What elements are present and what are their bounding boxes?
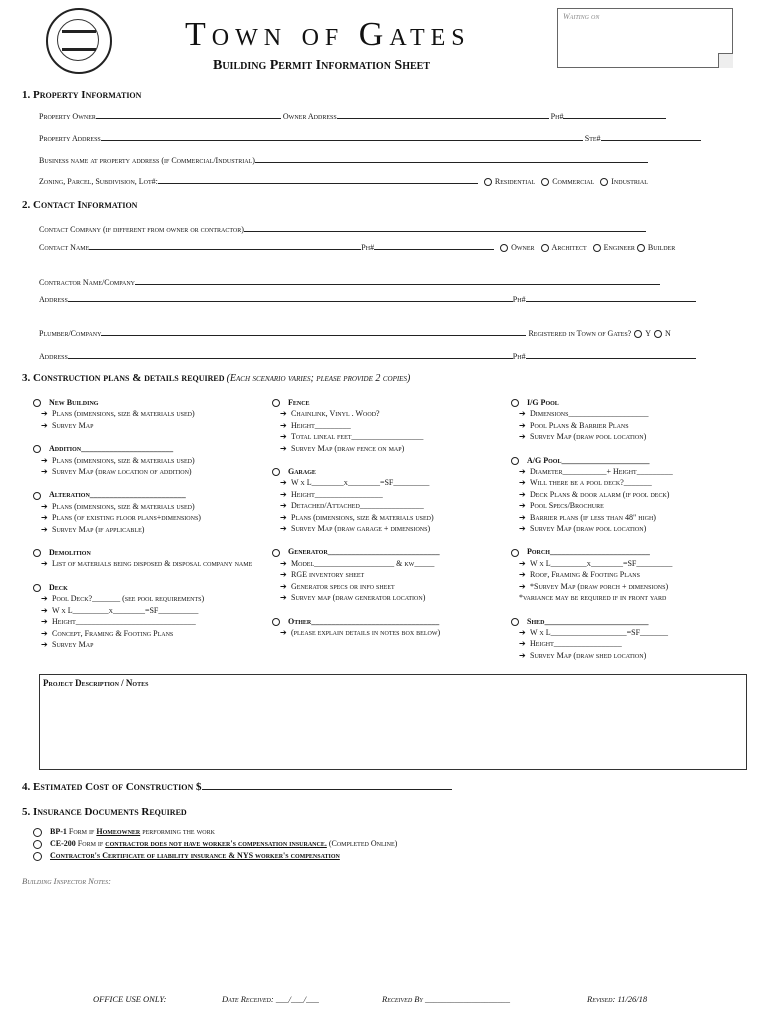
plan-requirement (33, 455, 258, 466)
plan-group-head[interactable] (272, 466, 512, 477)
plan-group-head[interactable] (511, 616, 751, 627)
plan-requirement-text: Plans (dimensions, size & materials used) (52, 501, 195, 511)
inspector-notes-label: Building Inspector Notes: (22, 876, 112, 886)
estimated-cost-field[interactable] (202, 780, 452, 790)
plan-group (511, 546, 751, 603)
arrow-bullet-icon: ➔ (280, 512, 287, 522)
plan-group (33, 547, 273, 570)
insurance-item (33, 826, 733, 838)
plumber-phone-field[interactable] (526, 351, 696, 359)
owner-phone-field[interactable] (563, 111, 666, 119)
arrow-bullet-icon: ➔ (41, 594, 48, 604)
plan-group-head[interactable] (272, 546, 512, 557)
plan-requirement (511, 500, 736, 511)
plan-requirement-text: Chainlink, Vinyl . Wood? (291, 409, 380, 419)
insurance-form-code: CE-200 (50, 839, 78, 848)
plan-requirement (272, 489, 497, 500)
plan-group (33, 582, 273, 650)
arrow-bullet-icon: ➔ (519, 467, 526, 477)
seal-band-top (62, 30, 96, 33)
plan-type-radio[interactable] (272, 549, 280, 557)
plan-requirement (272, 431, 497, 442)
arrow-bullet-icon: ➔ (280, 581, 287, 591)
arrow-bullet-icon: ➔ (41, 467, 48, 477)
plumber-address-field[interactable] (68, 351, 513, 359)
contact-name-field[interactable] (89, 242, 361, 250)
arrow-bullet-icon: ➔ (280, 524, 287, 534)
date-received-field[interactable]: Date Received: ___/___/___ (222, 994, 319, 1004)
plan-type-radio[interactable] (272, 618, 280, 626)
plan-type-radio[interactable] (511, 549, 519, 557)
section-plans-heading-row (22, 372, 742, 384)
contact-name-row (39, 242, 744, 252)
plan-requirement (511, 650, 736, 661)
contact-company-row (39, 224, 739, 234)
section-property-heading: 1. Property Information (22, 89, 142, 101)
plan-requirement (33, 558, 258, 569)
plan-requirement-text: Total lineal feet__________________ (291, 432, 424, 442)
arrow-bullet-icon: ➔ (280, 501, 287, 511)
contractor-row (39, 277, 739, 287)
insurance-checkbox[interactable] (33, 840, 42, 849)
contractor-address-field[interactable] (68, 294, 513, 302)
plan-group-head[interactable] (511, 397, 751, 408)
plan-group (272, 397, 512, 454)
contact-company-label: Contact Company (if different from owner or contractor) (39, 225, 244, 234)
residential-label: Residential (494, 177, 536, 186)
plans-column-2 (272, 397, 512, 638)
arrow-bullet-icon: ➔ (280, 570, 287, 580)
contractor-address-row (39, 294, 739, 304)
plan-requirement-text: Deck Plans & door alarm (if pool deck) (530, 489, 670, 499)
seal-inner-ring (57, 19, 99, 61)
commercial-radio[interactable] (541, 178, 549, 186)
arrow-bullet-icon: ➔ (519, 627, 526, 637)
property-owner-row (39, 111, 739, 121)
plan-requirement-text: (please explain details in notes box below) (291, 627, 441, 637)
estimated-cost-label: 4. Estimated Cost of Construction $ (22, 781, 202, 793)
office-use-label: OFFICE USE ONLY: (93, 994, 167, 1004)
arrow-bullet-icon: ➔ (280, 478, 287, 488)
plan-group-head[interactable] (272, 616, 512, 627)
section-contact-heading: 2. Contact Information (22, 199, 138, 211)
plan-requirement (33, 466, 258, 477)
arrow-bullet-icon: ➔ (519, 570, 526, 580)
plan-requirement-text: Plans (dimensions, size & materials used) (291, 512, 434, 522)
plan-requirement-text: Height_________________ (291, 489, 383, 499)
registered-yes-label: Y (645, 329, 651, 338)
plan-requirement (511, 638, 736, 649)
plan-requirement (33, 408, 258, 419)
insurance-emphasis: contractor does not have worker's compensation insurance. (105, 839, 327, 848)
plan-requirement (33, 420, 258, 431)
property-address-label: Property Address (39, 134, 101, 143)
plan-group-head[interactable] (511, 546, 751, 557)
plan-group (272, 616, 512, 639)
plan-requirement (272, 443, 497, 454)
received-by-field[interactable]: Received By ____________________ (382, 994, 510, 1004)
insurance-emphasis: Homeowner (96, 827, 141, 836)
plan-requirement (33, 616, 258, 627)
plan-requirement (33, 512, 258, 523)
plan-requirement (272, 500, 497, 511)
builder-radio[interactable] (637, 244, 645, 252)
waiting-on-label: Waiting on (563, 12, 600, 21)
plan-type-radio[interactable] (33, 584, 41, 592)
plan-group (33, 397, 273, 431)
arrow-bullet-icon: ➔ (41, 605, 48, 615)
plan-type-radio[interactable] (33, 445, 41, 453)
contractor-phone-label: Ph# (512, 295, 526, 304)
registered-no-label: N (664, 329, 671, 338)
business-name-row (39, 155, 739, 165)
owner-radio[interactable] (500, 244, 508, 252)
contact-company-field[interactable] (244, 224, 646, 232)
project-notes-box[interactable] (39, 674, 747, 770)
insurance-text: performing the work (140, 827, 215, 836)
insurance-checkbox[interactable] (33, 828, 42, 837)
suite-field[interactable] (601, 133, 701, 141)
arrow-bullet-icon: ➔ (41, 420, 48, 430)
architect-label: Architect (551, 243, 587, 252)
plan-type-radio[interactable] (511, 618, 519, 626)
arrow-bullet-icon: ➔ (519, 558, 526, 568)
plan-requirement-text: Plans (of existing floor plans+dimensions) (52, 513, 201, 523)
plan-requirement (511, 512, 736, 523)
section-plans-note: (Each scenario varies; please provide 2 copies) (226, 373, 411, 384)
plan-requirement (511, 431, 736, 442)
arrow-bullet-icon: ➔ (280, 558, 287, 568)
arrow-bullet-icon: ➔ (519, 432, 526, 442)
arrow-bullet-icon: ➔ (519, 639, 526, 649)
arrow-bullet-icon: ➔ (519, 409, 526, 419)
arrow-bullet-icon: ➔ (519, 581, 526, 591)
plan-group (272, 466, 512, 534)
plan-requirement (33, 605, 258, 616)
registered-yes-radio[interactable] (634, 330, 642, 338)
section-plans-heading: 3. Construction plans & details required (22, 372, 225, 384)
arrow-bullet-icon: ➔ (41, 501, 48, 511)
plan-requirement (33, 501, 258, 512)
plan-group-head[interactable] (511, 455, 751, 466)
contractor-phone-field[interactable] (526, 294, 696, 302)
plan-requirement (272, 569, 497, 580)
plumber-phone-label: Ph# (512, 352, 526, 361)
registered-label: Registered in Town of Gates? (528, 329, 632, 338)
plan-type-label: I/G Pool (527, 398, 559, 407)
plan-requirement-text: Detached/Attached________________ (291, 501, 424, 511)
plan-type-label: Alteration________________________ (49, 490, 186, 500)
plans-column-1 (33, 397, 273, 650)
plan-requirement-text: RGE inventory sheet (291, 570, 365, 580)
plumber-field[interactable] (101, 328, 526, 336)
plan-type-label: Garage (288, 467, 316, 477)
plumber-label: Plumber/Company (39, 329, 102, 338)
property-owner-field[interactable] (96, 111, 281, 119)
contractor-address-label: Address (39, 295, 68, 304)
plan-group (511, 616, 751, 662)
plan-requirement-text: Survey map (draw generator location) (291, 593, 426, 603)
insurance-checkbox[interactable] (33, 852, 42, 861)
contact-name-label: Contact Name (39, 243, 90, 252)
owner-address-label: Owner Address (282, 112, 337, 121)
industrial-radio[interactable] (600, 178, 608, 186)
waiting-on-note[interactable] (557, 8, 733, 68)
plan-requirement (511, 581, 736, 592)
plan-requirement-text: Survey Map (if applicable) (52, 524, 145, 534)
plan-type-label: Porch_________________________ (527, 547, 650, 557)
insurance-list (33, 826, 733, 862)
plan-type-label: Demolition (49, 548, 91, 558)
revised-date: Revised: 11/26/18 (587, 994, 648, 1004)
business-name-label: Business name at property address (if Commercial/Industrial) (39, 156, 255, 165)
plan-group (272, 546, 512, 603)
plan-group (511, 455, 751, 535)
plan-type-radio[interactable] (272, 399, 280, 407)
arrow-bullet-icon: ➔ (280, 409, 287, 419)
insurance-item (33, 850, 733, 862)
arrow-bullet-icon: ➔ (41, 559, 48, 569)
arrow-bullet-icon: ➔ (519, 512, 526, 522)
plan-requirement (511, 558, 736, 569)
plan-group-head[interactable] (33, 547, 273, 558)
registered-no-radio[interactable] (654, 330, 662, 338)
plan-requirement-text: Diameter___________+ Height_________ (530, 467, 673, 477)
plan-requirement-text: Survey Map (draw garage + dimensions) (291, 524, 431, 534)
plan-requirement (272, 477, 497, 488)
plan-group-note: *variance may be required if in front yard (519, 593, 667, 603)
insurance-text: (Completed Online) (326, 839, 398, 848)
plan-requirement (511, 477, 736, 488)
plan-requirement-text: Will there be a pool deck?_______ (530, 478, 652, 488)
plan-requirement-text: Generator specs or info sheet (291, 581, 395, 591)
plan-requirement (272, 523, 497, 534)
page-title: Town of Gates (185, 16, 471, 53)
business-name-field[interactable] (255, 155, 648, 163)
suite-label: Ste# (584, 134, 601, 143)
arrow-bullet-icon: ➔ (280, 489, 287, 499)
plumber-row (39, 328, 739, 338)
plan-requirement-text: Concept, Framing & Footing Plans (52, 628, 174, 638)
arrow-bullet-icon: ➔ (280, 432, 287, 442)
plan-type-label: Deck (49, 582, 68, 592)
plan-requirement (511, 466, 736, 477)
plan-requirement (272, 592, 497, 603)
contact-phone-label: Ph# (361, 243, 375, 252)
plan-requirement (272, 512, 497, 523)
plumber-address-label: Address (39, 352, 68, 361)
arrow-bullet-icon: ➔ (519, 524, 526, 534)
plan-requirement (511, 420, 736, 431)
plan-group (511, 397, 751, 443)
plan-requirement-text: Plans (dimensions, size & materials used) (52, 409, 195, 419)
plan-requirement-text: Height_________ (291, 420, 351, 430)
zoning-label: Zoning, Parcel, Subdivision, Lot#: (39, 177, 158, 186)
arrow-bullet-icon: ➔ (519, 501, 526, 511)
plan-requirement-text: List of materials being disposed & disposal company name (52, 559, 253, 569)
contact-phone-field[interactable] (374, 242, 494, 250)
seal-band-bottom (62, 48, 96, 51)
plan-requirement (33, 628, 258, 639)
insurance-text: Form if (77, 839, 106, 848)
plan-requirement-text: W x L________x________=SF_________ (291, 478, 430, 488)
arrow-bullet-icon: ➔ (519, 420, 526, 430)
plan-type-label: Other________________________________ (288, 616, 440, 626)
industrial-label: Industrial (611, 177, 648, 186)
property-address-field[interactable] (101, 133, 583, 141)
arrow-bullet-icon: ➔ (519, 650, 526, 660)
plan-requirement-text: Survey Map (draw pool location) (530, 432, 647, 442)
estimated-cost-row (22, 780, 742, 793)
plan-requirement-text: Survey Map (draw fence on map) (291, 443, 405, 453)
insurance-emphasis: Contractor's Certificate of liability insurance & NYS worker's compensation (50, 851, 340, 860)
plan-requirement-text: Survey Map (draw pool location) (530, 524, 647, 534)
plans-column-3 (511, 397, 751, 661)
arrow-bullet-icon: ➔ (519, 478, 526, 488)
plan-group-head[interactable] (272, 397, 512, 408)
arrow-bullet-icon: ➔ (280, 420, 287, 430)
arrow-bullet-icon: ➔ (41, 455, 48, 465)
plan-requirement (33, 593, 258, 604)
arrow-bullet-icon: ➔ (41, 628, 48, 638)
plan-group (33, 489, 273, 535)
plan-requirement-text: Survey Map (draw location of addition) (52, 467, 192, 477)
plan-requirement-text: Pool Deck?_______ (see pool requirements) (52, 594, 205, 604)
plan-requirement-text: W x L_________x________=SF_________ (530, 558, 673, 568)
plan-requirement (272, 627, 497, 638)
plan-requirement (33, 639, 258, 650)
plan-requirement (33, 524, 258, 535)
arrow-bullet-icon: ➔ (41, 524, 48, 534)
arrow-bullet-icon: ➔ (280, 627, 287, 637)
owner-label: Owner (511, 243, 535, 252)
plan-requirement (272, 581, 497, 592)
plan-requirement-text: Height_________________ (530, 639, 622, 649)
plan-requirement-text: Barrier plans (if less than 48" high) (530, 512, 656, 522)
town-seal-logo (46, 8, 112, 74)
plan-requirement-text: Pool Specs/Brochure (530, 501, 604, 511)
arrow-bullet-icon: ➔ (41, 639, 48, 649)
plan-requirement-text: Height______________________________ (52, 617, 196, 627)
plan-requirement-text: Pool Plans & Barrier Plans (530, 420, 629, 430)
plan-requirement (511, 627, 736, 638)
contractor-label: Contractor Name/Company (39, 278, 136, 287)
page-subtitle: Building Permit Information Sheet (213, 58, 431, 73)
plan-requirement-text: Survey Map (52, 639, 94, 649)
architect-radio[interactable] (541, 244, 549, 252)
plan-requirement (272, 558, 497, 569)
contractor-field[interactable] (135, 277, 660, 285)
plan-type-radio[interactable] (33, 399, 41, 407)
plan-requirement-text: Roof, Framing & Footing Plans (530, 570, 640, 580)
plan-type-label: Addition_______________________ (49, 444, 174, 454)
plan-group-head[interactable] (33, 397, 273, 408)
commercial-label: Commercial (552, 177, 595, 186)
plan-group-head[interactable] (33, 489, 273, 500)
insurance-text: Form if (68, 827, 97, 836)
arrow-bullet-icon: ➔ (41, 409, 48, 419)
property-address-row (39, 133, 739, 143)
owner-address-field[interactable] (337, 111, 549, 119)
plan-requirement (272, 408, 497, 419)
arrow-bullet-icon: ➔ (280, 443, 287, 453)
plan-group (33, 443, 273, 477)
plan-requirement-text: Survey Map (52, 420, 94, 430)
plan-requirement-text: Dimensions____________________ (530, 409, 649, 419)
plan-requirement-text: *Survey Map (draw porch + dimensions) (530, 581, 669, 591)
plan-requirement-text: W x L___________________=SF_______ (530, 627, 669, 637)
arrow-bullet-icon: ➔ (519, 489, 526, 499)
plan-type-radio[interactable] (33, 549, 41, 557)
plumber-address-row (39, 351, 739, 361)
plan-requirement (511, 523, 736, 534)
owner-phone-label: Ph# (550, 112, 564, 121)
plan-type-radio[interactable] (511, 457, 519, 465)
plan-requirement (511, 569, 736, 580)
plan-requirement (272, 420, 497, 431)
residential-radio[interactable] (484, 178, 492, 186)
builder-label: Builder (647, 243, 676, 252)
plan-requirement-text: W x L_________x________=SF__________ (52, 605, 199, 615)
plan-requirement-text: Survey Map (draw shed location) (530, 650, 647, 660)
plan-type-label: Shed__________________________ (527, 616, 649, 626)
engineer-radio[interactable] (593, 244, 601, 252)
insurance-form-code: BP-1 (50, 827, 69, 836)
arrow-bullet-icon: ➔ (41, 617, 48, 627)
plan-requirement-text: Plans (dimensions, size & materials used) (52, 455, 195, 465)
property-owner-label: Property Owner (39, 112, 96, 121)
plan-type-radio[interactable] (272, 468, 280, 476)
plan-type-label: New Building (49, 398, 99, 407)
plan-requirement (511, 489, 736, 500)
plan-type-label: A/G Pool______________________ (527, 455, 650, 465)
arrow-bullet-icon: ➔ (280, 593, 287, 603)
plan-type-radio[interactable] (33, 492, 41, 500)
engineer-label: Engineer (603, 243, 635, 252)
plan-type-label: Generator____________________________ (288, 547, 440, 557)
plan-requirement (511, 408, 736, 419)
plan-group-head[interactable] (33, 582, 273, 593)
plan-requirement-text: Model____________________ & kw_____ (291, 558, 435, 568)
plan-type-radio[interactable] (511, 399, 519, 407)
plan-group-head[interactable] (33, 443, 273, 454)
insurance-item (33, 838, 733, 850)
project-notes-label: Project Description / Notes (43, 678, 149, 688)
zoning-field[interactable] (158, 176, 478, 184)
section-insurance-heading: 5. Insurance Documents Required (22, 806, 187, 818)
arrow-bullet-icon: ➔ (41, 513, 48, 523)
zoning-row (39, 176, 739, 186)
plan-type-label: Fence (288, 398, 310, 407)
